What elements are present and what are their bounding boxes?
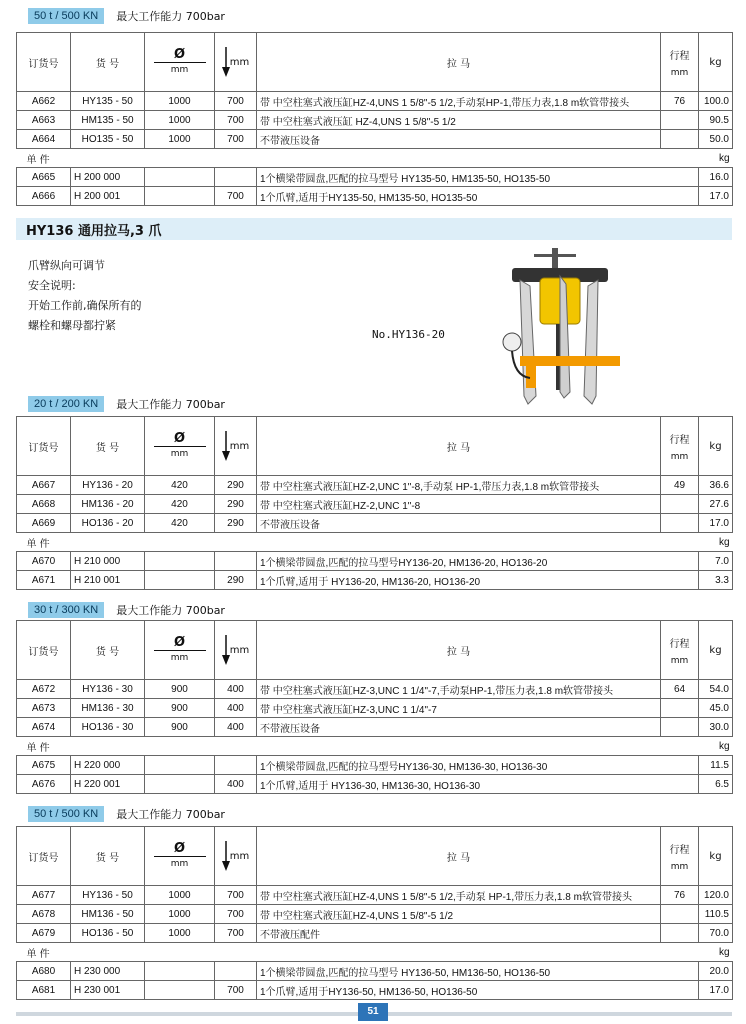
- order-no-cell: A678: [17, 905, 71, 924]
- stroke-cell: 700: [215, 130, 257, 149]
- travel-cell: [661, 514, 699, 533]
- travel-label: 行程: [669, 638, 690, 650]
- diameter-header: [145, 621, 215, 680]
- part-no-cell: HM135 - 50: [71, 111, 145, 130]
- table-header-row: [17, 33, 733, 92]
- description-cell: 带 中空柱塞式液压缸HZ-2,UNC 1"-8: [257, 495, 661, 514]
- table-row: [17, 905, 733, 924]
- order-no-cell: A675: [17, 756, 71, 775]
- order-no-cell: A663: [17, 111, 71, 130]
- single-items-label-row: [17, 943, 733, 962]
- part-no-header: 货 号: [71, 827, 145, 886]
- three-jaw-puller-illustration: [490, 246, 628, 414]
- travel-unit: mm: [670, 67, 689, 78]
- stroke-cell: 400: [215, 718, 257, 737]
- max-pressure-caption: 最大工作能力 700bar: [116, 808, 225, 821]
- weight-cell: 7.0: [699, 552, 733, 571]
- puller-header: 拉 马: [257, 621, 661, 680]
- part-no-cell: HO135 - 50: [71, 130, 145, 149]
- order-no-cell: A677: [17, 886, 71, 905]
- table-row: [17, 699, 733, 718]
- single-weight-unit: kg: [699, 943, 733, 962]
- stroke-cell: 700: [215, 924, 257, 943]
- travel-cell: [661, 495, 699, 514]
- order-no-cell: A674: [17, 718, 71, 737]
- note-line: 螺栓和螺母都拧紧: [28, 319, 116, 332]
- product-title: HY136 通用拉马,3 爪: [26, 223, 162, 239]
- order-no-cell: A676: [17, 775, 71, 794]
- stroke-cell: 290: [215, 514, 257, 533]
- product-title-band: [16, 218, 732, 240]
- stroke-cell: 700: [215, 111, 257, 130]
- order-no-cell: A672: [17, 680, 71, 699]
- travel-label: 行程: [669, 434, 690, 446]
- order-no-cell: A673: [17, 699, 71, 718]
- stroke-unit: mm: [229, 441, 250, 452]
- weight-cell: 27.6: [699, 495, 733, 514]
- diameter-cell: 420: [145, 495, 215, 514]
- travel-cell: 49: [661, 476, 699, 495]
- diameter-cell: 420: [145, 476, 215, 495]
- diameter-cell: [145, 775, 215, 794]
- table-header-row: [17, 621, 733, 680]
- description-cell: 带 中空柱塞式液压缸 HZ-4,UNS 1 5/8"-5 1/2: [257, 111, 661, 130]
- stroke-cell: 700: [215, 187, 257, 206]
- part-no-cell: HY135 - 50: [71, 92, 145, 111]
- stroke-cell: 700: [215, 92, 257, 111]
- capacity-tag: 50 t / 500 KN: [28, 8, 104, 24]
- table-row: [17, 111, 733, 130]
- diameter-unit: mm: [170, 858, 189, 869]
- travel-cell: [661, 699, 699, 718]
- travel-header: [661, 827, 699, 886]
- weight-header: kg: [699, 33, 733, 92]
- puller-header: 拉 马: [257, 827, 661, 886]
- description-cell: 不带液压设备: [257, 718, 661, 737]
- table-row: [17, 756, 733, 775]
- part-no-cell: H 210 001: [71, 571, 145, 590]
- travel-cell: [661, 924, 699, 943]
- diameter-icon: Ø: [173, 840, 186, 856]
- stroke-cell: 290: [215, 476, 257, 495]
- stroke-header: [215, 33, 257, 92]
- capacity-tag: 30 t / 300 KN: [28, 602, 104, 618]
- down-arrow-icon: [222, 47, 230, 77]
- stroke-cell: 700: [215, 886, 257, 905]
- single-items-label: 单 件: [17, 533, 699, 552]
- table-header-row: [17, 417, 733, 476]
- part-no-cell: HY136 - 50: [71, 886, 145, 905]
- table-row: [17, 495, 733, 514]
- single-items-label-row: [17, 737, 733, 756]
- diameter-cell: 900: [145, 718, 215, 737]
- part-no-header: 货 号: [71, 621, 145, 680]
- table-row: [17, 775, 733, 794]
- table-row: [17, 514, 733, 533]
- diameter-unit: mm: [170, 652, 189, 663]
- description-cell: 带 中空柱塞式液压缸HZ-2,UNC 1"-8,手动泵 HP-1,带压力表,1.8 m软管带接头: [257, 476, 661, 495]
- diameter-cell: 1000: [145, 924, 215, 943]
- diameter-icon: Ø: [173, 634, 186, 650]
- max-pressure-caption: 最大工作能力 700bar: [116, 10, 225, 23]
- max-pressure-caption: 最大工作能力 700bar: [116, 398, 225, 411]
- table-row: [17, 571, 733, 590]
- table-row: [17, 981, 733, 1000]
- table-row: [17, 476, 733, 495]
- travel-cell: 76: [661, 92, 699, 111]
- diameter-header: [145, 417, 215, 476]
- section-header: [0, 600, 225, 620]
- table-row: [17, 552, 733, 571]
- travel-unit: mm: [670, 655, 689, 666]
- description-cell: 带 中空柱塞式液压缸HZ-3,UNC 1 1/4"-7: [257, 699, 661, 718]
- part-no-cell: H 200 000: [71, 168, 145, 187]
- diameter-cell: 1000: [145, 905, 215, 924]
- diameter-cell: 1000: [145, 130, 215, 149]
- order-no-header: 订货号: [17, 33, 71, 92]
- puller-header: 拉 马: [257, 417, 661, 476]
- diameter-cell: [145, 552, 215, 571]
- table-row: [17, 886, 733, 905]
- stroke-cell: [215, 552, 257, 571]
- diameter-cell: 1000: [145, 92, 215, 111]
- description-cell: 不带液压设备: [257, 514, 661, 533]
- single-weight-unit: kg: [699, 149, 733, 168]
- table-row: [17, 680, 733, 699]
- travel-header: [661, 417, 699, 476]
- weight-cell: 16.0: [699, 168, 733, 187]
- order-no-cell: A664: [17, 130, 71, 149]
- diameter-cell: 900: [145, 699, 215, 718]
- description-cell: 带 中空柱塞式液压缸HZ-3,UNC 1 1/4"-7,手动泵HP-1,带压力表,1.8 m软管带接头: [257, 680, 661, 699]
- note-line: 爪臂纵向可调节: [28, 259, 105, 272]
- order-no-cell: A662: [17, 92, 71, 111]
- part-no-cell: HM136 - 50: [71, 905, 145, 924]
- weight-cell: 50.0: [699, 130, 733, 149]
- note-line: 开始工作前,确保所有的: [28, 299, 142, 312]
- travel-cell: 64: [661, 680, 699, 699]
- weight-cell: 70.0: [699, 924, 733, 943]
- section-header: [0, 804, 225, 824]
- diameter-header: [145, 33, 215, 92]
- order-no-cell: A681: [17, 981, 71, 1000]
- diameter-cell: [145, 168, 215, 187]
- weight-header: kg: [699, 417, 733, 476]
- weight-cell: 90.5: [699, 111, 733, 130]
- diameter-icon: Ø: [173, 46, 186, 62]
- part-no-cell: HO136 - 20: [71, 514, 145, 533]
- single-items-label: 单 件: [17, 149, 699, 168]
- stroke-cell: 700: [215, 905, 257, 924]
- diameter-cell: [145, 962, 215, 981]
- diameter-cell: [145, 981, 215, 1000]
- stroke-header: [215, 417, 257, 476]
- stroke-header: [215, 827, 257, 886]
- description-cell: 1个爪臂,适用于HY136-50, HM136-50, HO136-50: [257, 981, 699, 1000]
- travel-label: 行程: [669, 844, 690, 856]
- order-no-cell: A670: [17, 552, 71, 571]
- stroke-cell: 290: [215, 571, 257, 590]
- diameter-icon: Ø: [173, 430, 186, 446]
- description-cell: 1个横梁带圆盘,匹配的拉马型号HY136-20, HM136-20, HO136-20: [257, 552, 699, 571]
- part-no-cell: H 200 001: [71, 187, 145, 206]
- weight-header: kg: [699, 827, 733, 886]
- part-no-header: 货 号: [71, 33, 145, 92]
- weight-cell: 20.0: [699, 962, 733, 981]
- single-items-label: 单 件: [17, 943, 699, 962]
- order-no-cell: A669: [17, 514, 71, 533]
- weight-cell: 17.0: [699, 514, 733, 533]
- table-row: [17, 92, 733, 111]
- description-cell: 1个爪臂,适用于 HY136-20, HM136-20, HO136-20: [257, 571, 699, 590]
- diameter-cell: [145, 187, 215, 206]
- description-cell: 1个横梁带圆盘,匹配的拉马型号HY136-30, HM136-30, HO136-30: [257, 756, 699, 775]
- diameter-cell: [145, 571, 215, 590]
- description-cell: 1个爪臂,适用于HY135-50, HM135-50, HO135-50: [257, 187, 699, 206]
- diameter-cell: [145, 756, 215, 775]
- spec-table: [16, 416, 733, 590]
- single-items-label-row: [17, 149, 733, 168]
- travel-label: 行程: [669, 50, 690, 62]
- spec-table: [16, 32, 733, 206]
- single-weight-unit: kg: [699, 737, 733, 756]
- weight-cell: 120.0: [699, 886, 733, 905]
- capacity-tag: 20 t / 200 KN: [28, 396, 104, 412]
- weight-cell: 17.0: [699, 187, 733, 206]
- weight-cell: 3.3: [699, 571, 733, 590]
- down-arrow-icon: [222, 431, 230, 461]
- stroke-cell: 700: [215, 981, 257, 1000]
- part-no-cell: H 230 001: [71, 981, 145, 1000]
- down-arrow-icon: [222, 635, 230, 665]
- weight-cell: 54.0: [699, 680, 733, 699]
- travel-cell: [661, 718, 699, 737]
- description-cell: 不带液压设备: [257, 130, 661, 149]
- puller-header: 拉 马: [257, 33, 661, 92]
- travel-unit: mm: [670, 451, 689, 462]
- weight-cell: 17.0: [699, 981, 733, 1000]
- product-notes: [28, 256, 142, 336]
- table-row: [17, 962, 733, 981]
- description-cell: 1个横梁带圆盘,匹配的拉马型号 HY136-50, HM136-50, HO136-50: [257, 962, 699, 981]
- table-row: [17, 187, 733, 206]
- order-no-cell: A667: [17, 476, 71, 495]
- travel-cell: [661, 905, 699, 924]
- stroke-cell: [215, 168, 257, 187]
- section-header: [0, 394, 225, 414]
- travel-unit: mm: [670, 861, 689, 872]
- weight-cell: 110.5: [699, 905, 733, 924]
- travel-header: [661, 621, 699, 680]
- part-no-cell: H 220 000: [71, 756, 145, 775]
- section-header: [0, 6, 225, 26]
- capacity-tag: 50 t / 500 KN: [28, 806, 104, 822]
- diameter-cell: 1000: [145, 111, 215, 130]
- stroke-cell: [215, 962, 257, 981]
- weight-cell: 6.5: [699, 775, 733, 794]
- table-row: [17, 718, 733, 737]
- photo-caption: No.HY136-20: [372, 328, 445, 341]
- down-arrow-icon: [222, 841, 230, 871]
- order-no-header: 订货号: [17, 417, 71, 476]
- part-no-cell: HM136 - 20: [71, 495, 145, 514]
- part-no-cell: HY136 - 30: [71, 680, 145, 699]
- description-cell: 1个横梁带圆盘,匹配的拉马型号 HY135-50, HM135-50, HO135-50: [257, 168, 699, 187]
- spec-table: [16, 826, 733, 1000]
- weight-cell: 36.6: [699, 476, 733, 495]
- diameter-header: [145, 827, 215, 886]
- description-cell: 带 中空柱塞式液压缸HZ-4,UNS 1 5/8"-5 1/2: [257, 905, 661, 924]
- stroke-unit: mm: [229, 851, 250, 862]
- order-no-cell: A680: [17, 962, 71, 981]
- travel-cell: [661, 130, 699, 149]
- part-no-cell: H 220 001: [71, 775, 145, 794]
- stroke-cell: [215, 756, 257, 775]
- description-cell: 1个爪臂,适用于 HY136-30, HM136-30, HO136-30: [257, 775, 699, 794]
- table-row: [17, 924, 733, 943]
- single-items-label-row: [17, 533, 733, 552]
- part-no-cell: H 210 000: [71, 552, 145, 571]
- page-number: 51: [358, 1003, 388, 1021]
- description-cell: 不带液压配件: [257, 924, 661, 943]
- order-no-cell: A671: [17, 571, 71, 590]
- weight-cell: 30.0: [699, 718, 733, 737]
- part-no-cell: HY136 - 20: [71, 476, 145, 495]
- order-no-header: 订货号: [17, 621, 71, 680]
- order-no-cell: A679: [17, 924, 71, 943]
- single-weight-unit: kg: [699, 533, 733, 552]
- travel-cell: 76: [661, 886, 699, 905]
- travel-cell: [661, 111, 699, 130]
- max-pressure-caption: 最大工作能力 700bar: [116, 604, 225, 617]
- stroke-cell: 400: [215, 699, 257, 718]
- description-cell: 带 中空柱塞式液压缸HZ-4,UNS 1 5/8"-5 1/2,手动泵HP-1,带压力表,1.8 m软管带接头: [257, 92, 661, 111]
- order-no-cell: A668: [17, 495, 71, 514]
- note-line: 安全说明:: [28, 279, 76, 292]
- part-no-cell: HO136 - 50: [71, 924, 145, 943]
- stroke-unit: mm: [229, 645, 250, 656]
- table-row: [17, 168, 733, 187]
- diameter-cell: 420: [145, 514, 215, 533]
- weight-cell: 45.0: [699, 699, 733, 718]
- table-row: [17, 130, 733, 149]
- part-no-cell: HM136 - 30: [71, 699, 145, 718]
- weight-header: kg: [699, 621, 733, 680]
- diameter-unit: mm: [170, 448, 189, 459]
- part-no-cell: HO136 - 30: [71, 718, 145, 737]
- order-no-cell: A665: [17, 168, 71, 187]
- stroke-cell: 400: [215, 775, 257, 794]
- table-header-row: [17, 827, 733, 886]
- order-no-header: 订货号: [17, 827, 71, 886]
- description-cell: 带 中空柱塞式液压缸HZ-4,UNS 1 5/8"-5 1/2,手动泵 HP-1,带压力表,1.8 m软管带接头: [257, 886, 661, 905]
- diameter-cell: 1000: [145, 886, 215, 905]
- spec-table: [16, 620, 733, 794]
- weight-cell: 11.5: [699, 756, 733, 775]
- weight-cell: 100.0: [699, 92, 733, 111]
- part-no-cell: H 230 000: [71, 962, 145, 981]
- stroke-cell: 290: [215, 495, 257, 514]
- stroke-header: [215, 621, 257, 680]
- stroke-cell: 400: [215, 680, 257, 699]
- travel-header: [661, 33, 699, 92]
- diameter-cell: 900: [145, 680, 215, 699]
- stroke-unit: mm: [229, 57, 250, 68]
- single-items-label: 单 件: [17, 737, 699, 756]
- part-no-header: 货 号: [71, 417, 145, 476]
- diameter-unit: mm: [170, 64, 189, 75]
- order-no-cell: A666: [17, 187, 71, 206]
